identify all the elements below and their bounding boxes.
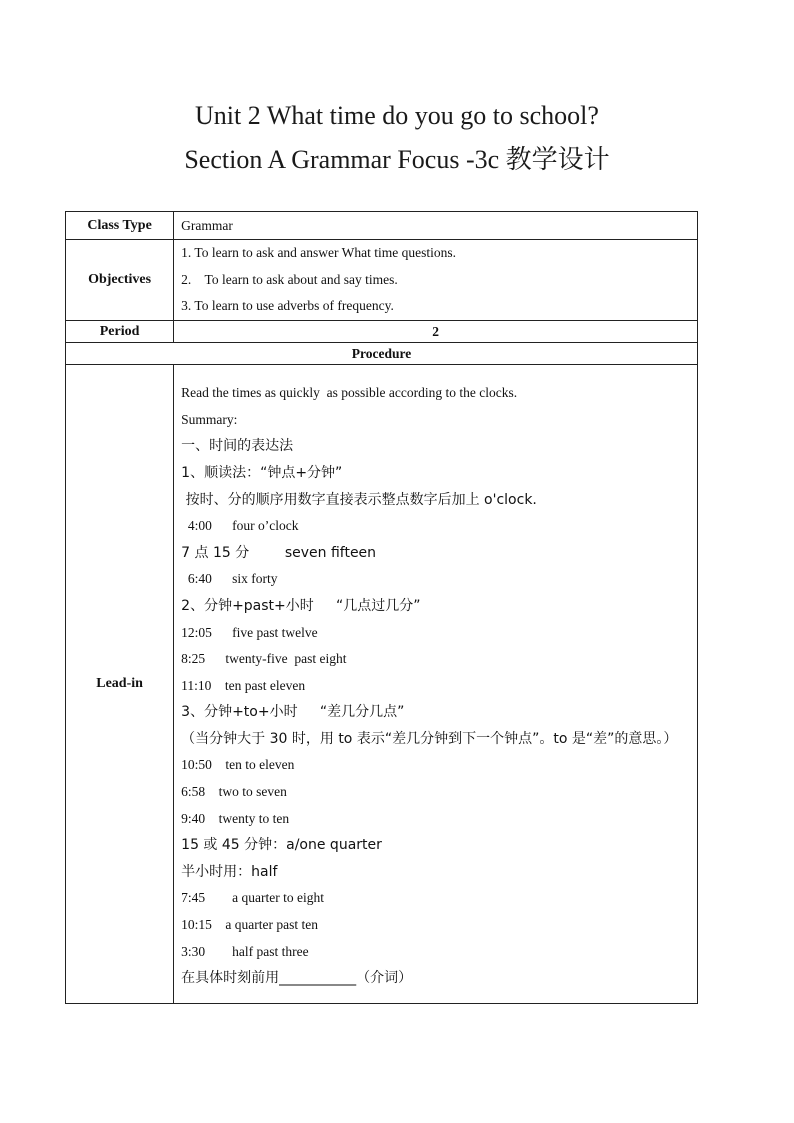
- class-type-label: Class Type: [66, 212, 174, 240]
- lead-in-line: 半小时用：half: [181, 863, 278, 880]
- lead-in-line: 7 点 15 分 seven fifteen: [181, 544, 377, 561]
- lead-in-line: 一、时间的表达法: [181, 438, 294, 455]
- lead-in-line: 2、分钟+past+小时 “几点过几分”: [181, 597, 421, 614]
- lead-in-content: [174, 365, 698, 1004]
- procedure-row: [66, 343, 698, 365]
- class-type-value: Grammar: [174, 212, 698, 240]
- objective-item: 3. To learn to use adverbs of frequency.: [181, 298, 394, 314]
- lead-in-line: 10:15 a quarter past ten: [181, 917, 318, 933]
- lead-in-line: Read the times as quickly as possible according to the clocks.: [181, 385, 518, 401]
- lead-in-line: 6:58 two to seven: [181, 784, 287, 800]
- period-value: 2: [174, 321, 698, 343]
- objective-item: 1. To learn to ask and answer What time questions.: [181, 245, 457, 261]
- lesson-plan-table: [65, 211, 698, 1004]
- lead-in-line: 4:00 four o’clock: [181, 518, 299, 534]
- lead-in-line: 6:40 six forty: [181, 571, 278, 587]
- lead-in-row: [66, 365, 698, 1004]
- lead-in-line: 12:05 five past twelve: [181, 624, 318, 640]
- period-row: [66, 321, 698, 343]
- lead-in-line: 在具体时刻前用___________（介词）: [181, 970, 413, 987]
- lead-in-line: Summary:: [181, 411, 238, 427]
- lead-in-line: 9:40 twenty to ten: [181, 810, 290, 826]
- lead-in-line: 8:25 twenty-five past eight: [181, 651, 347, 667]
- objective-item: 2. To learn to ask about and say times.: [181, 271, 398, 287]
- lead-in-line: 3、分钟+to+小时 “差几分几点”: [181, 704, 405, 721]
- lead-in-line: 3:30 half past three: [181, 943, 309, 959]
- objectives-list: [174, 240, 698, 321]
- period-label: Period: [66, 321, 174, 343]
- class-type-row: [66, 212, 698, 240]
- lead-in-label-cell: [66, 365, 174, 1004]
- objectives-label: Objectives: [66, 240, 174, 321]
- objectives-row: [66, 240, 698, 321]
- lead-in-line: 15 或 45 分钟：a/one quarter: [181, 837, 382, 854]
- lead-in-label: Lead-in: [96, 676, 143, 691]
- lead-in-line: （当分钟大于 30 时，用 to 表示“差几分钟到下一个钟点”。to 是“差”的意思。）: [181, 730, 678, 747]
- lead-in-line: 11:10 ten past eleven: [181, 677, 306, 693]
- lead-in-line: 10:50 ten to eleven: [181, 757, 295, 773]
- lead-in-line: 1、顺读法：“钟点+分钟”: [181, 464, 343, 481]
- document-title: Unit 2 What time do you go to school?: [195, 101, 599, 130]
- lead-in-line: 按时、分的顺序用数字直接表示整点数字后加上 o'clock.: [181, 491, 537, 508]
- lead-in-line: 7:45 a quarter to eight: [181, 890, 324, 906]
- procedure-heading: Procedure: [66, 343, 698, 365]
- document-subtitle: Section A Grammar Focus -3c 教学设计: [184, 145, 610, 174]
